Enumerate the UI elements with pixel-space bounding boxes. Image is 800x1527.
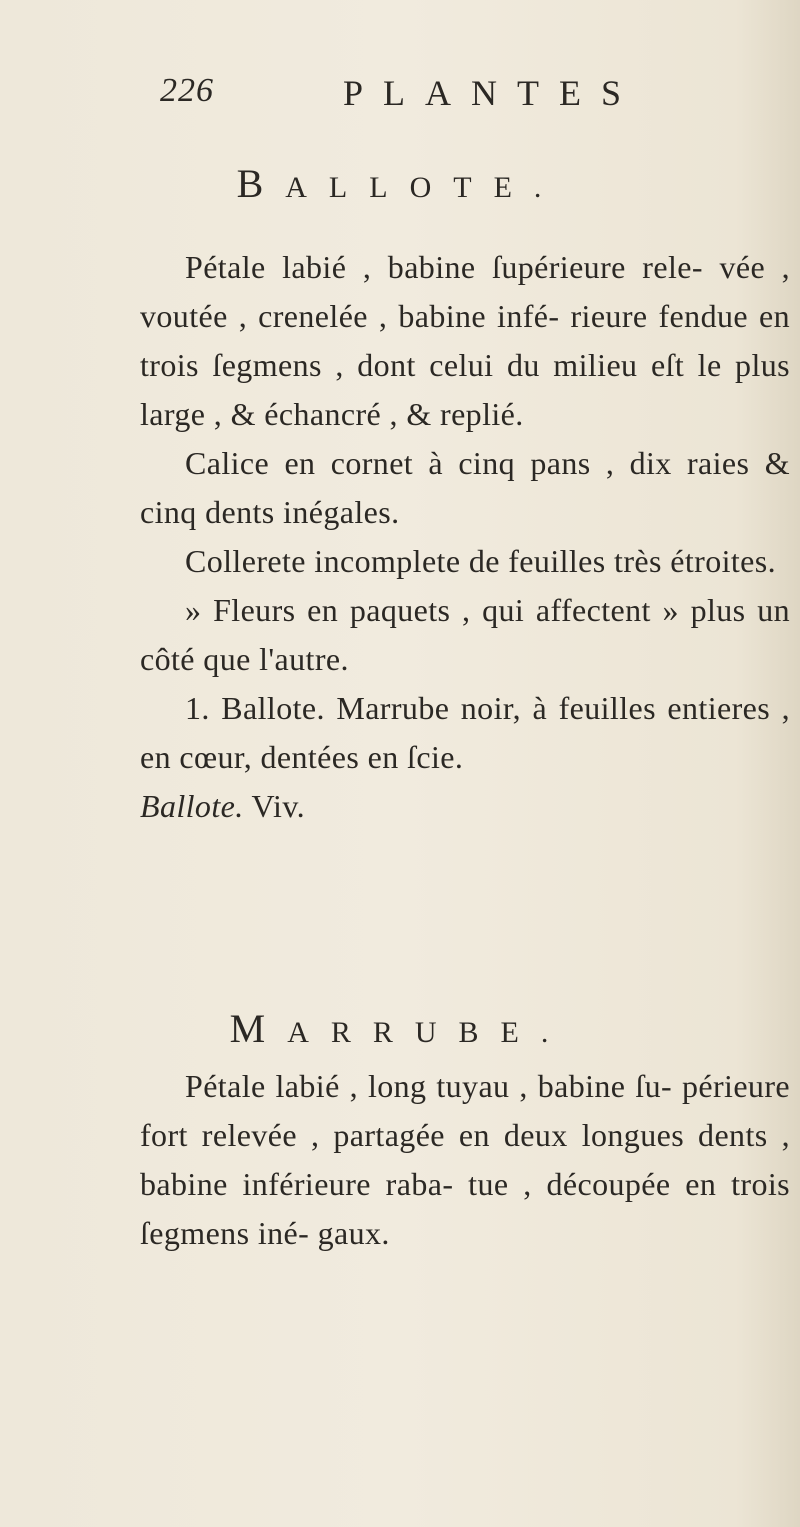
paragraph: » Fleurs en paquets , qui affectent » plus un côté que l'autre.	[140, 592, 790, 677]
paragraph: Calice en cornet à cinq pans , dix raies & cinq dents inégales.	[140, 445, 790, 530]
section-title-initial: M	[229, 1006, 288, 1051]
section-title-ballote	[0, 160, 800, 207]
paragraph: Pétale labié , babine ſupérieure rele- vée , voutée , crenelée , babine infé- rieure fendue en trois ſegmens , dont celui du milieu eſt le plus large , & échancré , & replié.	[140, 249, 790, 432]
section-title-rest: ARRUBE.	[287, 1016, 571, 1049]
section-title-marrube	[0, 1005, 800, 1052]
page-header	[0, 72, 800, 122]
life-status: Viv.	[251, 788, 306, 824]
section-title-rest: ALLOTE.	[285, 171, 564, 204]
section-body-marrube	[140, 1062, 790, 1258]
paragraph: 1. Ballote. Marrube noir, à feuilles entieres , en cœur, dentées en ſcie.	[140, 690, 790, 775]
latin-name: Ballote.	[140, 788, 244, 824]
section-body-ballote	[140, 243, 790, 831]
paragraph: Pétale labié , long tuyau , babine ſu- périeure fort relevée , partagée en deux longues dents , babine inférieure raba- tue , découpée en trois ſegmens iné- gaux.	[140, 1068, 790, 1251]
running-title: PLANTES	[343, 73, 642, 113]
page-number: 226	[160, 72, 214, 109]
section-title-initial: B	[236, 161, 286, 206]
paragraph: Collerete incomplete de feuilles très étroites.	[185, 543, 777, 579]
species-line	[140, 782, 790, 831]
